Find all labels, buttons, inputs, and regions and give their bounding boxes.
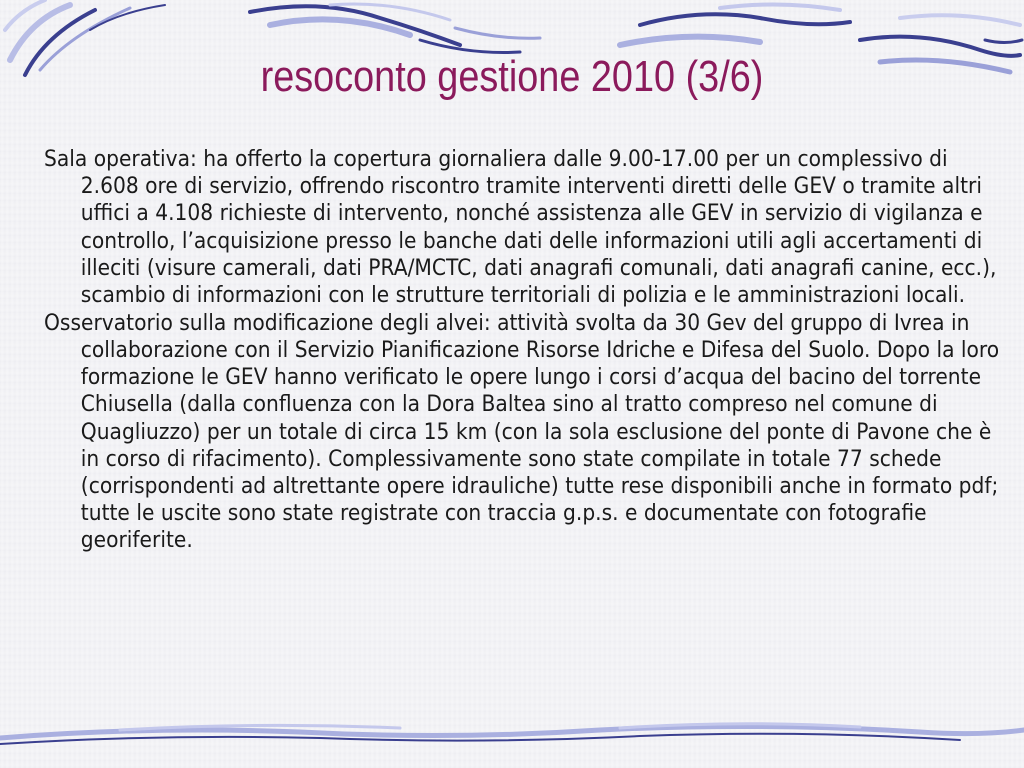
- bottom-swoosh: [0, 724, 1024, 744]
- paragraph-sala-operativa: Sala operativa: ha offerto la copertura giornaliera dalle 9.00-17.00 per un complessivo di 2.608 ore di servizio, offrendo riscontro tramite interventi diretti delle GEV o tramite altri uffici a 4.108 richieste di intervento, nonché assistenza alle GEV in servizio di vigilanza e controllo, l’acquisizione presso le banche dati delle informazioni utili agli accertamenti di illeciti (visure camerali, dati PRA/MCTC, dati anagrafi comunali, dati anagrafi canine, ecc.), scambio di informazioni con le strutture territoriali di polizia e le amministrazioni locali.: [44, 147, 997, 309]
- paragraph-osservatorio: Osservatorio sulla modificazione degli alvei: attività svolta da 30 Gev del gruppo di Ivrea in collaborazione con il Servizio Pianificazione Risorse Idriche e Difesa del Suolo. Dopo la loro formazione le GEV hanno verificato le opere lungo i corsi d’acqua del bacino del torrente Chiusella (dalla confluenza con la Dora Baltea sino al tratto compreso nel comune di Quagliuzzo) per un totale di circa 15 km (con la sola esclusione del ponte di Pavone che è in corso di rifacimento). Complessivamente sono state compilate in totale 77 schede (corrispondenti ad altrettante opere idrauliche) tutte rese disponibili anche in formato pdf; tutte le uscite sono state registrate con traccia g.p.s. e documentate con fotografie georiferite.: [44, 310, 1000, 554]
- slide-body: [44, 146, 1000, 555]
- slide-title: resoconto gestione 2010 (3/6): [260, 52, 764, 101]
- top-center-swoosh: [250, 4, 540, 53]
